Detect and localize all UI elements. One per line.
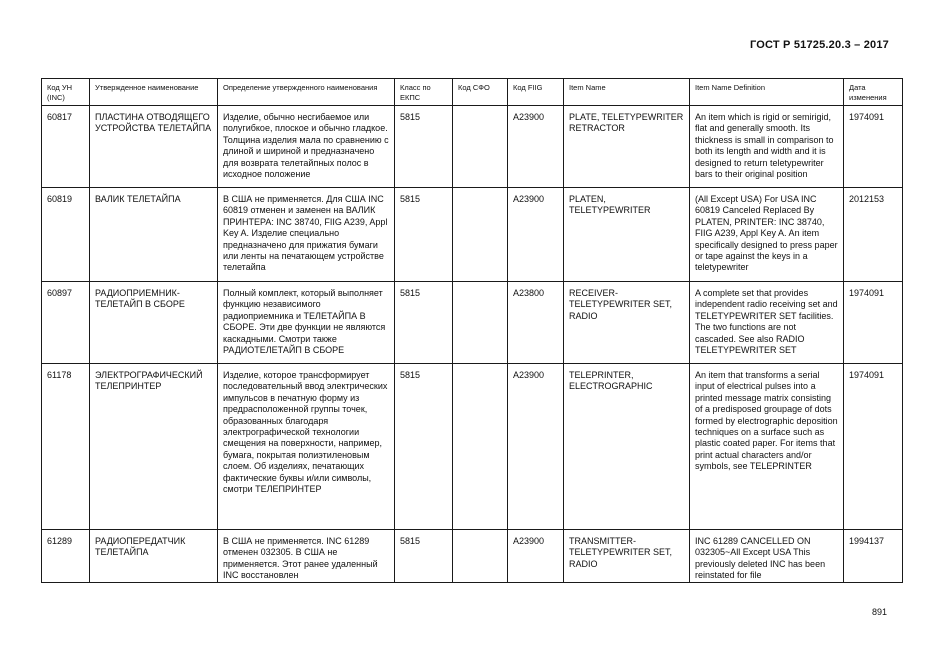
cell-definition: В США не применяется. Для США INC 60819 отменен и заменен на ВАЛИК ПРИНТЕРА: INC 38740, FIIG A239, Appl Key A. Изделие специально предназначено для прижатия бумаги или ленты на печатающем устройстве телетайпа — [218, 188, 395, 282]
cell-inc: 61178 — [42, 364, 90, 530]
cell-date: 1974091 — [844, 106, 903, 188]
cell-name: РАДИОПЕРЕДАТЧИК ТЕЛЕТАЙПА — [90, 530, 218, 583]
cell-class: 5815 — [395, 188, 453, 282]
cell-inc: 60897 — [42, 282, 90, 364]
table-row — [42, 188, 903, 282]
cell-item-definition: INC 61289 CANCELLED ON 032305~All Except USA This previously deleted INC has been reinstated for file — [690, 530, 844, 583]
col-header-item-definition: Item Name Definition — [690, 79, 844, 106]
col-header-definition: Определение утвержденного наименования — [218, 79, 395, 106]
col-header-inc: Код УН (INC) — [42, 79, 90, 106]
cell-name: РАДИОПРИЕМНИК-ТЕЛЕТАЙП В СБОРЕ — [90, 282, 218, 364]
table-header-row — [42, 79, 903, 106]
cell-fiig: A23900 — [508, 106, 564, 188]
cell-item-name: TELEPRINTER, ELECTROGRAPHIC — [564, 364, 690, 530]
catalog-table — [41, 78, 903, 583]
cell-name: ВАЛИК ТЕЛЕТАЙПА — [90, 188, 218, 282]
col-header-class: Класс по ЕКПС — [395, 79, 453, 106]
cell-date: 1974091 — [844, 282, 903, 364]
cell-fiig: A23800 — [508, 282, 564, 364]
cell-definition: Изделие, которое трансформирует последовательный ввод электрических импульсов в печатную форму из предрасположенной группы точек, образованных благодаря электрографической технологии смещения на поверхности, например, бумага, покрытая полиэтиленовым слоем. Об изделиях, печатающих фактические буквы и/или символы, смотри ТЕЛЕПРИНТЕР — [218, 364, 395, 530]
cell-definition: Изделие, обычно несгибаемое или полугибкое, плоское и обычно гладкое. Толщина изделия мала по сравнению с длиной и шириной и предназначено для возврата телетайпных полос в исходное положение — [218, 106, 395, 188]
cell-fiig: A23900 — [508, 530, 564, 583]
cell-date: 1974091 — [844, 364, 903, 530]
cell-sfo — [453, 106, 508, 188]
cell-class: 5815 — [395, 530, 453, 583]
table-row — [42, 106, 903, 188]
cell-fiig: A23900 — [508, 188, 564, 282]
cell-item-definition: (All Except USA) For USA INC 60819 Canceled Replaced By PLATEN, PRINTER: INC 38740, FIIG A239, Appl Key A. An item specifically designed to press paper or tape against the keys in a teletypewriter — [690, 188, 844, 282]
table-row — [42, 530, 903, 583]
cell-sfo — [453, 188, 508, 282]
cell-sfo — [453, 364, 508, 530]
col-header-name: Утвержденное наименование — [90, 79, 218, 106]
cell-item-definition: An item which is rigid or semirigid, flat and generally smooth. Its thickness is small in comparison to both its length and width and it is designed to return teletypewriter bars to their original position — [690, 106, 844, 188]
table-row — [42, 364, 903, 530]
cell-item-definition: An item that transforms a serial input of electrical pulses into a printed message matrix consisting of a predisposed groupage of dots formed by electrographic deposition techniques on a surface such as plastic coated paper. For items that print actual characters and/or symbols, see TELEPRINTER — [690, 364, 844, 530]
col-header-fiig: Код FIIG — [508, 79, 564, 106]
cell-inc: 60819 — [42, 188, 90, 282]
page-number: 891 — [871, 607, 887, 617]
cell-item-name: TRANSMITTER-TELETYPEWRITER SET, RADIO — [564, 530, 690, 583]
cell-date: 1994137 — [844, 530, 903, 583]
cell-item-name: PLATEN, TELETYPEWRITER — [564, 188, 690, 282]
cell-class: 5815 — [395, 364, 453, 530]
cell-class: 5815 — [395, 282, 453, 364]
cell-sfo — [453, 282, 508, 364]
cell-item-definition: A complete set that provides independent radio receiving set and TELETYPEWRITER SET facilities. The two functions are not cascaded. See also RADIO TELETYPEWRITER SET — [690, 282, 844, 364]
cell-date: 2012153 — [844, 188, 903, 282]
col-header-sfo: Код СФО — [453, 79, 508, 106]
cell-class: 5815 — [395, 106, 453, 188]
cell-name: ЭЛЕКТРОГРАФИЧЕСКИЙ ТЕЛЕПРИНТЕР — [90, 364, 218, 530]
cell-item-name: PLATE, TELETYPEWRITER RETRACTOR — [564, 106, 690, 188]
cell-name: ПЛАСТИНА ОТВОДЯЩЕГО УСТРОЙСТВА ТЕЛЕТАЙПА — [90, 106, 218, 188]
col-header-date: Дата изменения — [844, 79, 903, 106]
col-header-item-name: Item Name — [564, 79, 690, 106]
cell-item-name: RECEIVER-TELETYPEWRITER SET, RADIO — [564, 282, 690, 364]
cell-definition: В США не применяется. INC 61289 отменен 032305. В США не применяется. Этот ранее удаленный INC восстановлен — [218, 530, 395, 583]
table-row — [42, 282, 903, 364]
cell-inc: 61289 — [42, 530, 90, 583]
cell-inc: 60817 — [42, 106, 90, 188]
cell-definition: Полный комплект, который выполняет функцию независимого радиоприемника и ТЕЛЕТАЙПА В СБОРЕ. Эти две функции не являются каскадными. Смотри также РАДИОТЕЛЕТАЙП В СБОРЕ — [218, 282, 395, 364]
document-header: ГОСТ Р 51725.20.3 – 2017 — [749, 39, 889, 51]
cell-fiig: A23900 — [508, 364, 564, 530]
cell-sfo — [453, 530, 508, 583]
